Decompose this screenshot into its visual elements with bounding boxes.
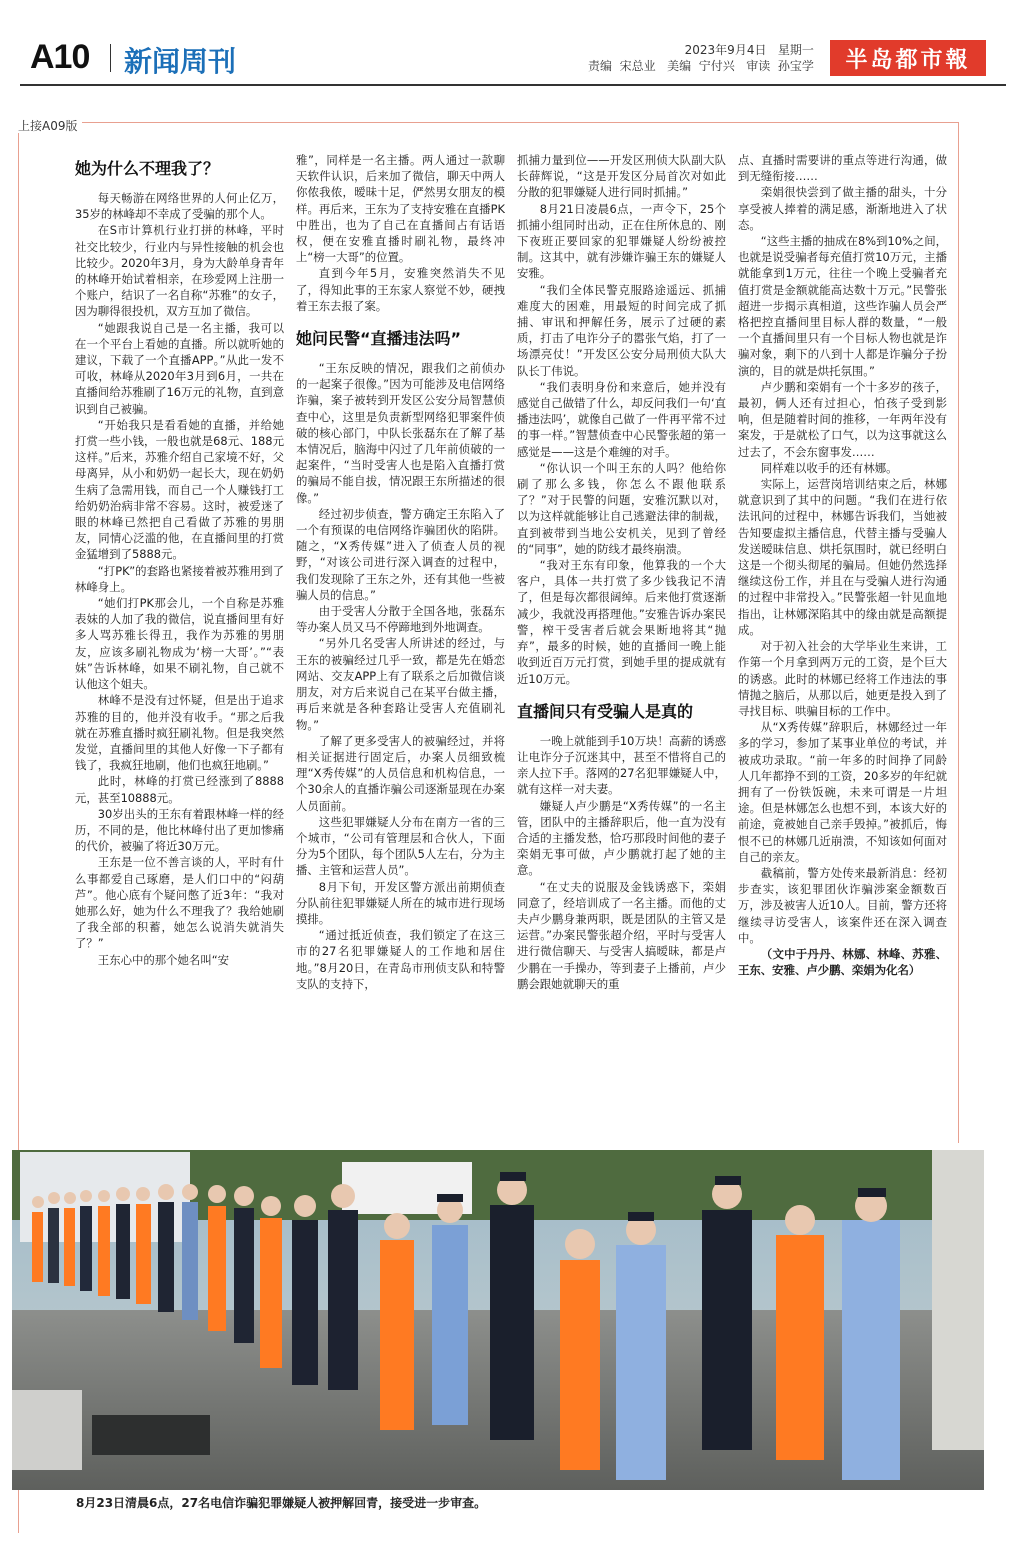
paragraph: 此时，林峰的打赏已经涨到了8888元，甚至10888元。 [75,774,284,805]
continued-from-note: 上接A09版 [18,119,78,133]
paragraph: 每天畅游在网络世界的人何止亿万，35岁的林峰却不幸成了受骗的那个人。 [75,191,284,222]
column-3 [517,152,726,1122]
editor-label: 责编 [588,59,613,73]
paragraph: 抓捕力量到位——开发区刑侦大队副大队长薛辉说，“这是开发区分局首次对如此分散的犯罪嫌疑人进行同时抓捕。” [517,153,726,200]
paragraph: 由于受害人分散于全国各地，张磊东等办案人员又马不停蹄地到外地调查。 [296,604,505,635]
issue-weekday: 星期一 [777,43,814,57]
paragraph: 30岁出头的王东有着跟林峰一样的经历，不同的是，他比林峰付出了更加惨痛的代价，被骗了将近30万元。 [75,806,284,854]
issue-date: 2023年9月4日 [684,43,767,57]
paragraph: 雅”，同样是一名主播。两人通过一款聊天软件认识，后来加了微信，聊天中两人你侬我侬，暧昧十足，俨然男女朋友的模样。再后来，王东为了支持安雅在直播PK中胜出，也为了自己在直播间占有话语权，便在安雅直播时刷礼物，最终冲上“榜一大哥”的位置。 [296,153,505,265]
page-number: A10 [30,38,90,76]
designer-name: 宁付兴 [698,59,735,73]
paragraph: 这些犯罪嫌疑人分布在南方一省的三个城市，“公司有管理层和合伙人，下面分为5个团队，每个团队5人左右，分为主播、主管和运营人员”。 [296,814,505,878]
paragraph: 从“X秀传媒”辞职后，林娜经过一年多的学习，参加了某事业单位的考试，并被成功录取。“前一年多的时间挣了同龄人几年都挣不到的工资，20多岁的年纪就拥有了一份铁饭碗，未来可谓是一片坦途。但是林娜怎么也想不到，本该大好的前途，竟被她自己亲手毁掉。”被抓后，悔恨不已的林娜几近崩溃，不知该如何面对自己的亲友。 [738,720,947,864]
header-divider [110,44,111,72]
paragraph: “这些主播的抽成在8%到10%之间，也就是说受骗者每充值打赏10万元，主播就能拿到1万元，往往一个晚上受骗者充值打赏是金额就能高达数十万元。”民警张超进一步揭示真相道，这些诈骗人员会严格把控直播间里目标人群的数量，“一般一个直播间里只有一个目标人物也就是诈骗对象，剩下的八到十人都是诈骗分子扮演的，目的就是烘托氛围。” [738,234,947,378]
header-rule [20,84,1006,86]
masthead [0,0,1024,100]
paragraph: 嫌疑人卢少鹏是“X秀传媒”的一名主管，团队中的主播辞职后，他一直为没有合适的主播发愁，恰巧那段时间他的妻子栾娟无事可做，卢少鹏就打起了她的主意。 [517,798,726,878]
paragraph: “在丈夫的说服及金钱诱惑下，栾娟同意了，经培训成了一名主播。而他的丈夫卢少鹏身兼两职，既是团队的主管又是运营。”办案民警张超介绍，平时与受害人进行微信聊天、与受害人搞暧昧，都是卢少鹏在一手操办，等到妻子上播前，卢少鹏会跟她就聊天的重 [517,879,726,991]
paragraph: “通过抵近侦查，我们锁定了在这三市的27名犯罪嫌疑人的工作地和居住地。”8月20日，在青岛市刑侦支队和特警支队的支持下， [296,928,505,991]
paragraph: “你认识一个叫王东的人吗？他给你刷了那么多钱，你怎么不跟他联系了？”对于民警的问题，安雅沉默以对，以为这样就能够让自己逃避法律的制裁，直到被带到当地公安机关，见到了曾经的“同事”，她的防线才最终崩溃。 [517,460,726,556]
paragraph: 王东心中的那个她名叫“安 [97,952,229,967]
section-title: 新闻周刊 [124,45,237,78]
paragraph: “她们打PK那会儿，一个自称是苏雅表妹的人加了我的微信，说直播间里有好多人骂苏雅长得丑，我作为苏雅的男朋友，应该多刷礼物成为‘榜一大哥’。”“表妹”告诉林峰，如果不刷礼物，自己就不认他这个姐夫。 [75,596,284,692]
paragraph: “王东反映的情况，跟我们之前侦办的一起案子很像。”因为可能涉及电信网络诈骗，案子被转到开发区公安分局智慧侦查中心，这里是负责新型网络犯罪案件侦破的核心部门，中队长张磊东在了解了基本情况后，脑海中闪过了几年前侦破的一起案件，“当时受害人也是陷入直播打赏的骗局不能自拔，情况跟王东所描述的很像。” [296,361,505,505]
header-meta [588,42,814,74]
paragraph: 对于初入社会的大学毕业生来讲，工作第一个月拿到两万元的工资，是个巨大的诱惑。此时的林娜已经将工作违法的事情抛之脑后，从那以后，她更是投入到了寻找目标、哄骗目标的工作中。 [738,639,947,718]
paragraph: 8月21日凌晨6点，一声令下，25个抓捕小组同时出动，正在住所休息的、刚下夜班正要回家的犯罪嫌疑人纷纷被控制。这其中，就有涉嫌诈骗王东的嫌疑人安雅。 [517,201,726,281]
subheading-2: 她问民警“直播违法吗” [296,329,462,349]
photo-caption: 8月23日清晨6点，27名电信诈骗犯罪嫌疑人被押解回青，接受进一步审查。 [76,1496,487,1510]
reviewer-label: 审读 [746,59,771,73]
paragraph: 林峰不是没有过怀疑，但是出于追求苏雅的目的，他并没有收手。“那之后我就在苏雅直播时疯狂刷礼物。但是我突然发觉，直播间里的其他人好像一下子都有钱了，我疯狂地刷，他们也疯狂地刷。” [75,693,284,773]
reviewer-name: 孙宝学 [777,59,814,73]
column-2 [296,152,505,1122]
paragraph: 实际上，运营岗培训结束之后，林娜就意识到了其中的问题。“我们在进行依法讯问的过程中，林娜告诉我们，当她被告知要虚拟主播信息，代替主播与受骗人发送暧昧信息、烘托氛围时，就已经明白这是一个彻头彻尾的骗局。但她仍然选择继续这份工作，并且在与受骗人进行沟通的过程中非常投入。”民警张超一针见血地指出，让林娜深陷其中的缘由就是高额提成。 [738,477,947,637]
paragraph: 了解了更多受害人的被骗经过，并将相关证据进行固定后，办案人员细致梳理“X秀传媒”的人员信息和机构信息，一个30余人的直播诈骗公司逐渐显现在办案人员面前。 [296,733,505,813]
paragraph: “另外几名受害人所讲述的经过，与王东的被骗经过几乎一致，都是先在婚恋网站、交友APP上有了联系之后加微信谈朋友，对方后来说自己在某平台做主播，再后来就是各种套路让受害人充值刷礼物。” [296,636,505,732]
article-body [75,152,947,1122]
paragraph: 经过初步侦查，警方确定王东陷入了一个有预谋的电信网络诈骗团伙的陷阱。随之，“X秀传媒”进入了侦查人员的视野，“对该公司进行深入调查的过程中，我们发现除了王东之外，还有其他一些被骗人员的信息。” [296,506,505,602]
paragraph: 王东是一位不善言谈的人，平时有什么事都爱自己琢磨，是人们口中的“闷葫芦”。他心底有个疑问憋了近3年：“我对她那么好，她为什么不理我了？我给她刷了我全部的积蓄，她怎么说消失就消失了？” [75,855,284,951]
column-1 [75,152,284,1122]
paragraph: “我们全体民警克服路途遥远、抓捕难度大的困难，用最短的时间完成了抓捕、审讯和押解任务，展示了过硬的素质，打击了电诈分子的嚣张气焰，打了一场漂亮仗！”开发区公安分局刑侦大队大队长丁伟说。 [517,282,726,378]
paragraph: “我们表明身份和来意后，她并没有感觉自己做错了什么，却反问我们一句‘直播违法吗’，就像自己做了一件再平常不过的事一样。”智慧侦查中心民警张超的第一感觉是——这是个难缠的对手。 [517,379,726,459]
paragraph: 8月下旬，开发区警方派出前期侦查分队前往犯罪嫌疑人所在的城市进行现场摸排。 [296,879,505,926]
newspaper-logo: 半岛都市報 [830,40,986,76]
subheading-3: 直播间只有受骗人是真的 [517,701,694,721]
designer-label: 美编 [667,59,692,73]
paragraph: 在S市计算机行业打拼的林峰，平时社交比较少，行业内与异性接触的机会也比较少。2020年3月，身为大龄单身青年的林峰开始试着相亲，在珍爱网上注册一个账户，结识了一名自称“苏雅”的女子，因为聊得很投机，双方互加了微信。 [75,223,284,319]
paragraph: 栾娟很快尝到了做主播的甜头，十分享受被人捧着的满足感，渐渐地进入了状态。 [738,185,947,232]
subheading-1: 她为什么不理我了？ [75,159,220,178]
column-4 [738,152,947,1122]
editor-name: 宋总业 [619,59,656,73]
paragraph: “我对王东有印象，他算我的一个大客户，具体一共打赏了多少钱我记不清了，但是每次都很阔绰。后来他打赏逐渐减少，我就没再搭理他。”安雅告诉办案民警，榨干受害者后就会果断地将其“抛弃”，最多的时候，她的直播间一晚上能收到近百万元打赏，到她手里的提成就有近10万元。 [517,558,726,686]
paragraph: 卢少鹏和栾娟有一个十多岁的孩子，最初，俩人还有过担心，怕孩子受到影响，但是随着时间的推移，一年两年没有案发，于是就松了口气，以为这事就这么过去了，不会东窗事发…… [738,379,947,459]
paragraph: 同样难以收手的还有林娜。 [760,460,898,475]
paragraph: 点、直播时需要讲的重点等进行沟通，做到无缝衔接…… [738,153,947,184]
paragraph: 一晚上就能到手10万块！高薪的诱惑让电诈分子沉迷其中，甚至不惜将自己的亲人拉下手。落网的27名犯罪嫌疑人中，就有这样一对夫妻。 [517,733,726,797]
paragraph: “她跟我说自己是一名主播，我可以在一个平台上看她的直播。所以就听她的建议，下载了一个直播APP。”从此一发不可收，林峰从2020年3月到6月，一共在直播间给苏雅刷了16万元的礼物，直到意识到自己被骗。 [75,320,284,416]
paragraph: “打PK”的套路也紧接着被苏雅用到了林峰身上。 [75,563,284,594]
paragraph: 直到今年5月，安雅突然消失不见了，得知此事的王东家人察觉不妙，硬拽着王东去报了案。 [296,266,505,313]
paragraph: 截稿前，警方处传来最新消息：经初步查实，该犯罪团伙诈骗涉案金额数百万，涉及被害人近10人。目前，警方还将继续寻访受害人，该案件还在深入调查中。 [738,865,947,945]
alias-note: （文中于丹丹、林娜、林峰、苏雅、王东、安雅、卢少鹏、栾娟为化名） [738,946,947,978]
news-photo [12,1150,984,1490]
paragraph: “开始我只是看看她的直播，并给她打赏一些小钱，一般也就是68元、188元这样。”后来，苏雅介绍自己家境不好，父母离异，从小和奶奶一起长大，现在奶奶生病了急需用钱，而自己一个人赚钱打工给奶奶治病非常不容易。这时，被爱迷了眼的林峰已然把自己看做了苏雅的男朋友，同情心泛滥的他，在直播间里的打赏金猛增到了5888元。 [75,417,284,562]
